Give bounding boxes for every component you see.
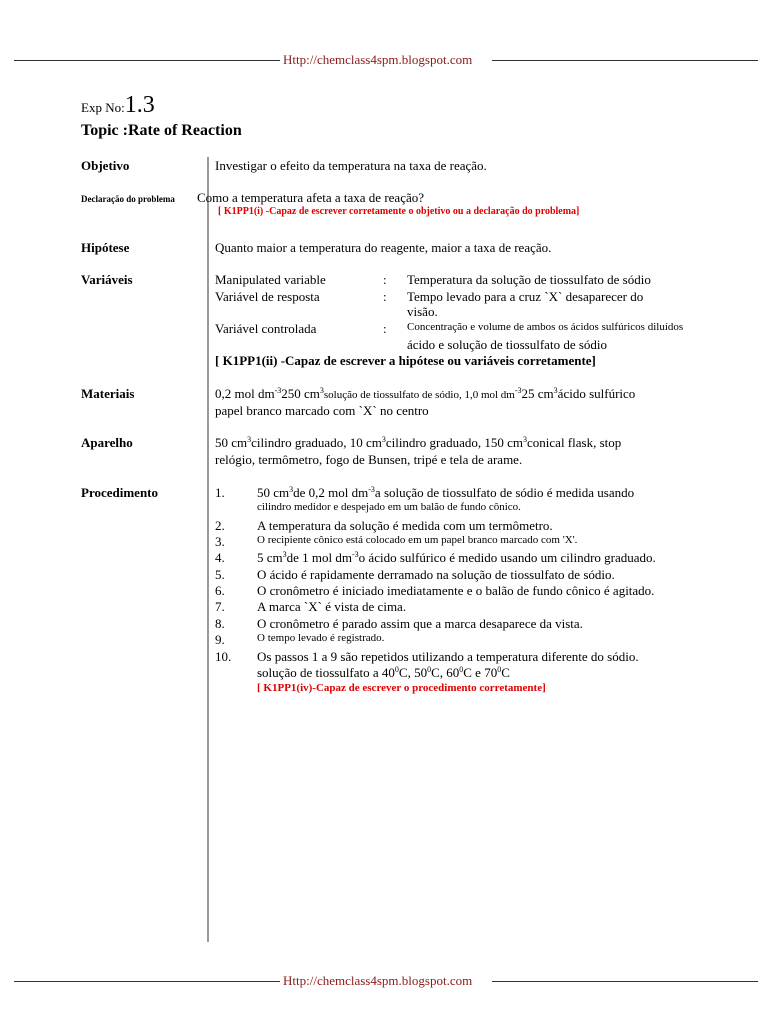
hypothesis-text: Quanto maior a temperatura do reagente, maior a taxa de reação. [215, 240, 552, 255]
responding-colon: : [383, 289, 387, 304]
responding-variable-label: Variável de resposta [215, 289, 320, 304]
step-10-text-2: C, 50 [398, 665, 428, 680]
controlled-variable-value-1: Concentração e volume de ambos os ácidos sulfúricos diluídos [407, 321, 684, 333]
materials-text-1: 0,2 mol dm [215, 386, 275, 401]
step-7-number: 7. [215, 599, 225, 614]
step-6-text: O cronômetro é iniciado imediatamente e o balão de fundo cônico é agitado. [257, 583, 655, 598]
step-9-text: O tempo levado é registrado. [257, 632, 385, 644]
materials-sup-2: 3 [319, 386, 324, 395]
controlled-variable-value-2: ácido e solução de tiossulfato de sódio [407, 337, 608, 352]
step-10-text-5: C [501, 665, 510, 680]
step-1-text-3: a solução de tiossulfato de sódio é medida usando [374, 485, 635, 500]
manipulated-colon: : [383, 272, 387, 287]
materials-line-2: papel branco marcado com `X` no centro [215, 403, 429, 418]
step-2-number: 2. [215, 518, 225, 533]
hypothesis-label: Hipótese [81, 240, 130, 255]
apparatus-text-1: 50 cm [215, 435, 248, 450]
step-6-number: 6. [215, 583, 225, 598]
exp-number: 1.3 [124, 92, 155, 118]
materials-label: Materiais [81, 386, 135, 401]
step-7-text: A marca `X` é vista de cima. [257, 599, 407, 614]
step-3-text: O recipiente cônico está colocado em um papel branco marcado com 'X'. [257, 534, 578, 546]
column-divider [207, 157, 209, 942]
step-4-text [257, 550, 656, 566]
footer-rule-left [14, 981, 280, 982]
header-url[interactable]: Http://chemclass4spm.blogspot.com [283, 52, 473, 67]
step-1-line-2: cilindro medidor e despejado em um balão de fundo cônico. [257, 501, 521, 513]
objective-label: Objetivo [81, 158, 130, 173]
step-10-sup-3: 0 [459, 665, 464, 674]
step-10-text-4: C e 70 [463, 665, 498, 680]
materials-sup-1: -3 [274, 386, 282, 395]
materials-line-1 [215, 386, 635, 402]
step-5-number: 5. [215, 567, 225, 582]
controlled-variable-label: Variável controlada [215, 321, 317, 336]
step-10-text-1: solução de tiossulfato a 40 [257, 665, 395, 680]
procedure-label: Procedimento [81, 485, 159, 500]
step-10-line-2 [257, 665, 510, 681]
page-title: Topic :Rate of Reaction [81, 122, 242, 139]
procedure-note: [ K1PP1(iv)-Capaz de escrever o procedimento corretamente] [257, 682, 546, 694]
footer-url[interactable]: Http://chemclass4spm.blogspot.com [283, 973, 473, 988]
problem-text: Como a temperatura afeta a taxa de reação? [197, 190, 424, 205]
step-4-text-2: de 1 mol dm [286, 550, 352, 565]
step-5-text: O ácido é rapidamente derramado na solução de tiossulfato de sódio. [257, 567, 615, 582]
problem-label: Declaração do problema [81, 194, 175, 204]
step-9-number: 9. [215, 632, 225, 647]
variables-label: Variáveis [81, 272, 133, 287]
responding-variable-value-2: visão. [407, 304, 438, 319]
step-2-text: A temperatura da solução é medida com um termômetro. [257, 518, 553, 533]
apparatus-label: Aparelho [81, 435, 133, 450]
materials-sup-4: 3 [553, 386, 558, 395]
step-1-sup-1: 3 [289, 485, 294, 494]
step-1-number: 1. [215, 485, 225, 500]
header-rule-left [14, 60, 280, 61]
step-10-text-3: C, 60 [431, 665, 460, 680]
apparatus-line-1 [215, 435, 621, 451]
header-rule-right [492, 60, 758, 61]
problem-note: [ K1PP1(i) -Capaz de escrever corretamente o objetivo ou a declaração do problema] [218, 206, 580, 217]
step-10-number: 10. [215, 649, 232, 664]
apparatus-sup-1: 3 [247, 435, 252, 444]
step-4-sup-2: -3 [352, 550, 359, 559]
materials-text-5: ácido sulfúrico [557, 386, 636, 401]
responding-variable-value-1: Tempo levado para a cruz `X` desaparecer do [407, 289, 644, 304]
step-8-number: 8. [215, 616, 225, 631]
step-4-number: 4. [215, 550, 225, 565]
apparatus-text-3: cilindro graduado, 150 cm [385, 435, 524, 450]
objective-text: Investigar o efeito da temperatura na taxa de reação. [215, 158, 487, 173]
manipulated-variable-label: Manipulated variable [215, 272, 326, 287]
materials-text-3: solução de tiossulfato de sódio, 1,0 mol dm [323, 389, 515, 401]
step-4-sup-1: 3 [282, 550, 287, 559]
step-10-line-1: Os passos 1 a 9 são repetidos utilizando a temperatura diferente do sódio. [257, 649, 639, 664]
variables-note: [ K1PP1(ii) -Capaz de escrever a hipótese ou variáveis corretamente] [215, 353, 596, 368]
exp-number-line [81, 92, 155, 119]
footer-rule-right [492, 981, 758, 982]
step-1-text-2: de 0,2 mol dm [293, 485, 369, 500]
step-10-sup-4: 0 [497, 665, 502, 674]
manipulated-variable-value: Temperatura da solução de tiossulfato de sódio [407, 272, 651, 287]
step-1-sup-2: -3 [368, 485, 375, 494]
step-10-sup-1: 0 [394, 665, 399, 674]
apparatus-text-4: conical flask, stop [527, 435, 622, 450]
step-1-text-1: 50 cm [257, 485, 290, 500]
materials-sup-3: -3 [514, 386, 522, 395]
materials-text-2: 250 cm [281, 386, 320, 401]
step-8-text: O cronômetro é parado assim que a marca desaparece da vista. [257, 616, 583, 631]
apparatus-sup-2: 3 [381, 435, 386, 444]
materials-text-4: 25 cm [521, 386, 554, 401]
apparatus-line-2: relógio, termômetro, fogo de Bunsen, tripé e tela de arame. [215, 452, 523, 467]
exp-prefix: Exp No: [81, 100, 125, 115]
controlled-colon: : [383, 321, 387, 336]
apparatus-sup-3: 3 [523, 435, 528, 444]
apparatus-text-2: cilindro graduado, 10 cm [251, 435, 382, 450]
step-1-line-1 [257, 485, 634, 501]
step-4-text-3: o ácido sulfúrico é medido usando um cilindro graduado. [358, 550, 656, 565]
step-3-number: 3. [215, 534, 225, 549]
step-4-text-1: 5 cm [257, 550, 283, 565]
step-10-sup-2: 0 [427, 665, 432, 674]
